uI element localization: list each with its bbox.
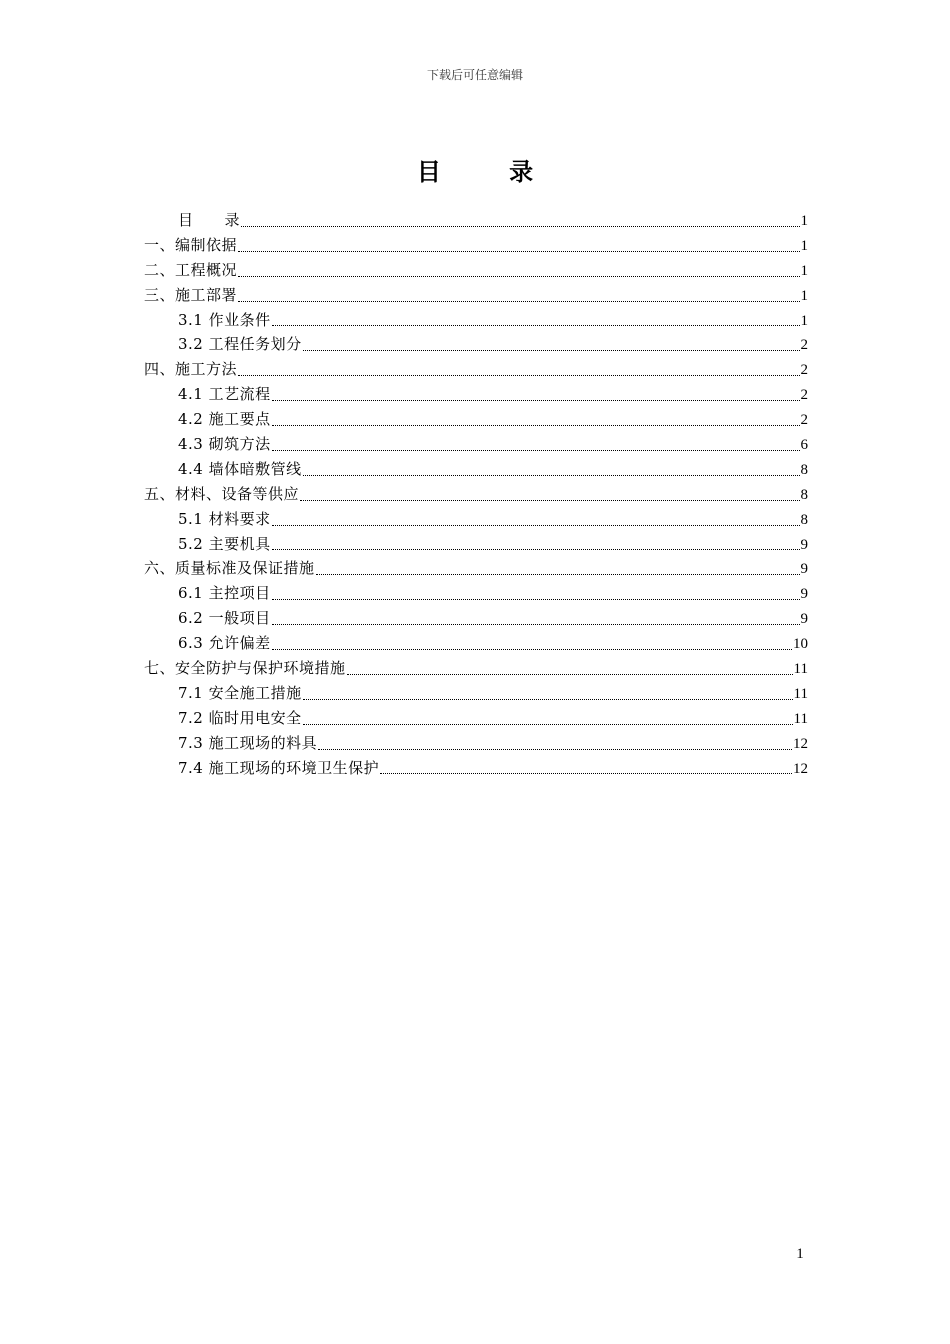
toc-entry-page: 1 bbox=[800, 237, 808, 254]
toc-entry[interactable] bbox=[144, 283, 808, 308]
toc-dot-leader bbox=[303, 698, 793, 700]
toc-entry-label: 4.2 施工要点 bbox=[178, 410, 271, 429]
table-of-contents bbox=[144, 208, 808, 780]
toc-entry[interactable] bbox=[144, 606, 808, 631]
toc-entry-page: 11 bbox=[793, 710, 808, 727]
toc-entry-page: 11 bbox=[793, 685, 808, 702]
toc-entry-page: 8 bbox=[800, 511, 808, 528]
toc-entry[interactable] bbox=[144, 432, 808, 457]
toc-dot-leader bbox=[272, 449, 800, 451]
toc-entry-page: 12 bbox=[793, 735, 808, 752]
toc-entry[interactable] bbox=[144, 233, 808, 258]
toc-entry-page: 9 bbox=[800, 586, 808, 603]
toc-entry-label: 5.1 材料要求 bbox=[178, 509, 271, 528]
page-number: 1 bbox=[796, 1246, 804, 1262]
toc-entry[interactable] bbox=[144, 258, 808, 283]
toc-entry[interactable] bbox=[144, 382, 808, 407]
toc-entry-label: 4.3 砌筑方法 bbox=[178, 435, 271, 454]
toc-dot-leader bbox=[303, 474, 800, 476]
toc-entry-label: 7.4 施工现场的环境卫生保护 bbox=[178, 758, 380, 777]
toc-entry[interactable] bbox=[144, 656, 808, 681]
toc-entry-label: 3.2 工程任务划分 bbox=[178, 335, 302, 354]
toc-dot-leader bbox=[272, 648, 792, 650]
toc-entry-label: 7.1 安全施工措施 bbox=[178, 683, 302, 702]
toc-dot-leader bbox=[272, 598, 800, 600]
toc-entry-page: 2 bbox=[800, 337, 808, 354]
toc-entry[interactable] bbox=[144, 756, 808, 781]
toc-entry-page: 12 bbox=[793, 760, 808, 777]
toc-entry-label: 7.2 临时用电安全 bbox=[178, 708, 302, 727]
toc-dot-leader bbox=[303, 349, 800, 351]
toc-entry[interactable] bbox=[144, 208, 808, 233]
toc-entry-page: 9 bbox=[800, 536, 808, 553]
toc-entry-label: 4.1 工艺流程 bbox=[178, 385, 271, 404]
toc-entry-page: 1 bbox=[800, 312, 808, 329]
toc-entry-label: 五、材料、设备等供应 bbox=[144, 484, 300, 503]
toc-dot-leader bbox=[238, 300, 799, 302]
toc-dot-leader bbox=[318, 748, 792, 750]
toc-entry-page: 9 bbox=[800, 611, 808, 628]
toc-dot-leader bbox=[303, 723, 793, 725]
toc-entry-page: 1 bbox=[800, 287, 808, 304]
toc-dot-leader bbox=[272, 623, 800, 625]
toc-entry-label: 6.1 主控项目 bbox=[178, 584, 271, 603]
toc-entry[interactable] bbox=[144, 357, 808, 382]
toc-entry[interactable] bbox=[144, 681, 808, 706]
toc-entry-page: 1 bbox=[800, 262, 808, 279]
toc-entry-page: 9 bbox=[800, 561, 808, 578]
toc-entry-label: 一、编制依据 bbox=[144, 235, 238, 254]
toc-entry-label: 七、安全防护与保护环境措施 bbox=[144, 659, 346, 678]
toc-entry[interactable] bbox=[144, 482, 808, 507]
toc-entry-page: 8 bbox=[800, 486, 808, 503]
toc-title: 目 录 bbox=[416, 158, 564, 186]
toc-entry[interactable] bbox=[144, 556, 808, 581]
toc-dot-leader bbox=[238, 250, 799, 252]
page-header-note: 下载后可任意编辑 bbox=[426, 68, 523, 82]
toc-dot-leader bbox=[238, 374, 799, 376]
toc-dot-leader bbox=[347, 673, 793, 675]
toc-entry[interactable] bbox=[144, 532, 808, 557]
toc-dot-leader bbox=[272, 524, 800, 526]
toc-entry-page: 1 bbox=[800, 213, 808, 229]
toc-entry[interactable] bbox=[144, 631, 808, 656]
toc-dot-leader bbox=[241, 225, 799, 227]
toc-dot-leader bbox=[300, 499, 799, 501]
toc-entry-page: 6 bbox=[800, 437, 808, 454]
toc-entry[interactable] bbox=[144, 457, 808, 482]
toc-entry[interactable] bbox=[144, 706, 808, 731]
toc-entry[interactable] bbox=[144, 507, 808, 532]
toc-dot-leader bbox=[272, 424, 800, 426]
toc-dot-leader bbox=[316, 573, 800, 575]
toc-entry[interactable] bbox=[144, 332, 808, 357]
toc-entry[interactable] bbox=[144, 407, 808, 432]
toc-entry-label: 三、施工部署 bbox=[144, 285, 238, 304]
toc-entry-page: 2 bbox=[800, 362, 808, 379]
toc-entry-label: 7.3 施工现场的料具 bbox=[178, 733, 318, 752]
toc-entry-page: 11 bbox=[793, 661, 808, 678]
toc-entry-label: 6.2 一般项目 bbox=[178, 609, 271, 628]
toc-dot-leader bbox=[272, 399, 800, 401]
toc-dot-leader bbox=[238, 275, 799, 277]
toc-entry-label: 六、质量标准及保证措施 bbox=[144, 559, 315, 578]
toc-entry-page: 2 bbox=[800, 412, 808, 429]
toc-entry-page: 10 bbox=[793, 636, 808, 653]
toc-entry-label: 4.4 墙体暗敷管线 bbox=[178, 459, 302, 478]
toc-entry[interactable] bbox=[144, 308, 808, 333]
toc-dot-leader bbox=[380, 772, 792, 774]
toc-entry-label: 6.3 允许偏差 bbox=[178, 634, 271, 653]
toc-entry-label: 二、工程概况 bbox=[144, 260, 238, 279]
toc-entry-label: 目 录 bbox=[178, 211, 241, 229]
toc-dot-leader bbox=[272, 548, 800, 550]
toc-entry-label: 5.2 主要机具 bbox=[178, 534, 271, 553]
toc-entry-page: 8 bbox=[800, 461, 808, 478]
toc-dot-leader bbox=[272, 324, 800, 326]
toc-entry[interactable] bbox=[144, 581, 808, 606]
toc-entry-label: 3.1 作业条件 bbox=[178, 310, 271, 329]
toc-entry-page: 2 bbox=[800, 387, 808, 404]
toc-entry[interactable] bbox=[144, 731, 808, 756]
toc-entry-label: 四、施工方法 bbox=[144, 360, 238, 379]
